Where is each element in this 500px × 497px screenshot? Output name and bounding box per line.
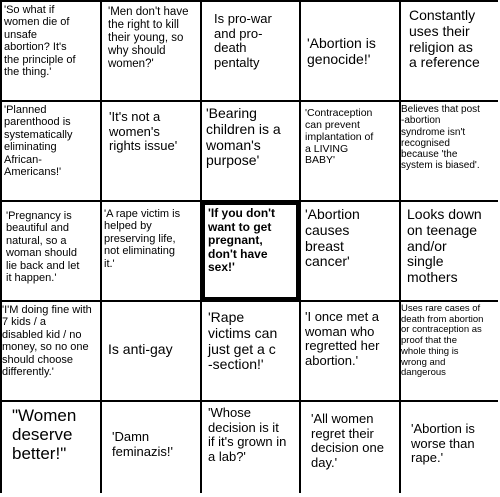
- bingo-cell[interactable]: 'Bearing children is a woman's purpose': [202, 102, 299, 200]
- bingo-cell[interactable]: 'So what if women die of unsafe abortion? It's the principle of the thing.': [2, 2, 100, 100]
- bingo-cell[interactable]: 'Rape victims can just get a c -section!': [202, 302, 299, 400]
- bingo-cell[interactable]: Looks down on teenage and/or single mothers: [401, 202, 498, 300]
- bingo-cell[interactable]: 'Abortion is genocide!': [301, 2, 399, 100]
- bingo-cell[interactable]: 'I once met a woman who regretted her abortion.': [301, 302, 399, 400]
- bingo-cell[interactable]: 'I'M doing fine with 7 kids / a disabled kid / no money, so no one should choose differently.': [2, 302, 100, 400]
- bingo-cell[interactable]: Is anti-gay: [102, 302, 200, 400]
- bingo-cell[interactable]: 'It's not a women's rights issue': [102, 102, 200, 200]
- bingo-cell[interactable]: 'Abortion is worse than rape.': [401, 402, 498, 497]
- bingo-cell[interactable]: 'Men don't have the right to kill their young, so why should women?': [102, 2, 200, 100]
- bingo-cell[interactable]: "Women deserve better!": [2, 402, 100, 497]
- bingo-cell[interactable]: 'A rape victim is helped by preserving life, not eliminating it.': [102, 202, 200, 300]
- bingo-cell[interactable]: 'Abortion causes breast cancer': [301, 202, 399, 300]
- bingo-cell[interactable]: 'Whose decision is it if it's grown in a lab?': [202, 402, 299, 497]
- bingo-cell[interactable]: Constantly uses their religion as a reference: [401, 2, 498, 100]
- bingo-cell[interactable]: 'Contraception can prevent implantation of a LIVING BABY': [301, 102, 399, 200]
- bingo-cell[interactable]: Is pro-war and pro- death pentalty: [202, 2, 299, 100]
- bingo-cell[interactable]: 'All women regret their decision one day.': [301, 402, 399, 497]
- bingo-cell[interactable]: 'Planned parenthood is systematically eliminating African- Americans!': [2, 102, 100, 200]
- bingo-free-center-cell[interactable]: 'If you don't want to get pregnant, don't have sex!': [202, 202, 299, 300]
- bingo-cell[interactable]: 'Damn feminazis!': [102, 402, 200, 497]
- bingo-cell[interactable]: Uses rare cases of death from abortion or contraception as proof that the whole thing is wrong and dangerous: [401, 302, 498, 400]
- bingo-cell[interactable]: Believes that post -abortion syndrome isn't recognised because 'the system is biased'.: [401, 102, 498, 200]
- bingo-cell[interactable]: 'Pregnancy is beautiful and natural, so a woman should lie back and let it happen.': [2, 202, 100, 300]
